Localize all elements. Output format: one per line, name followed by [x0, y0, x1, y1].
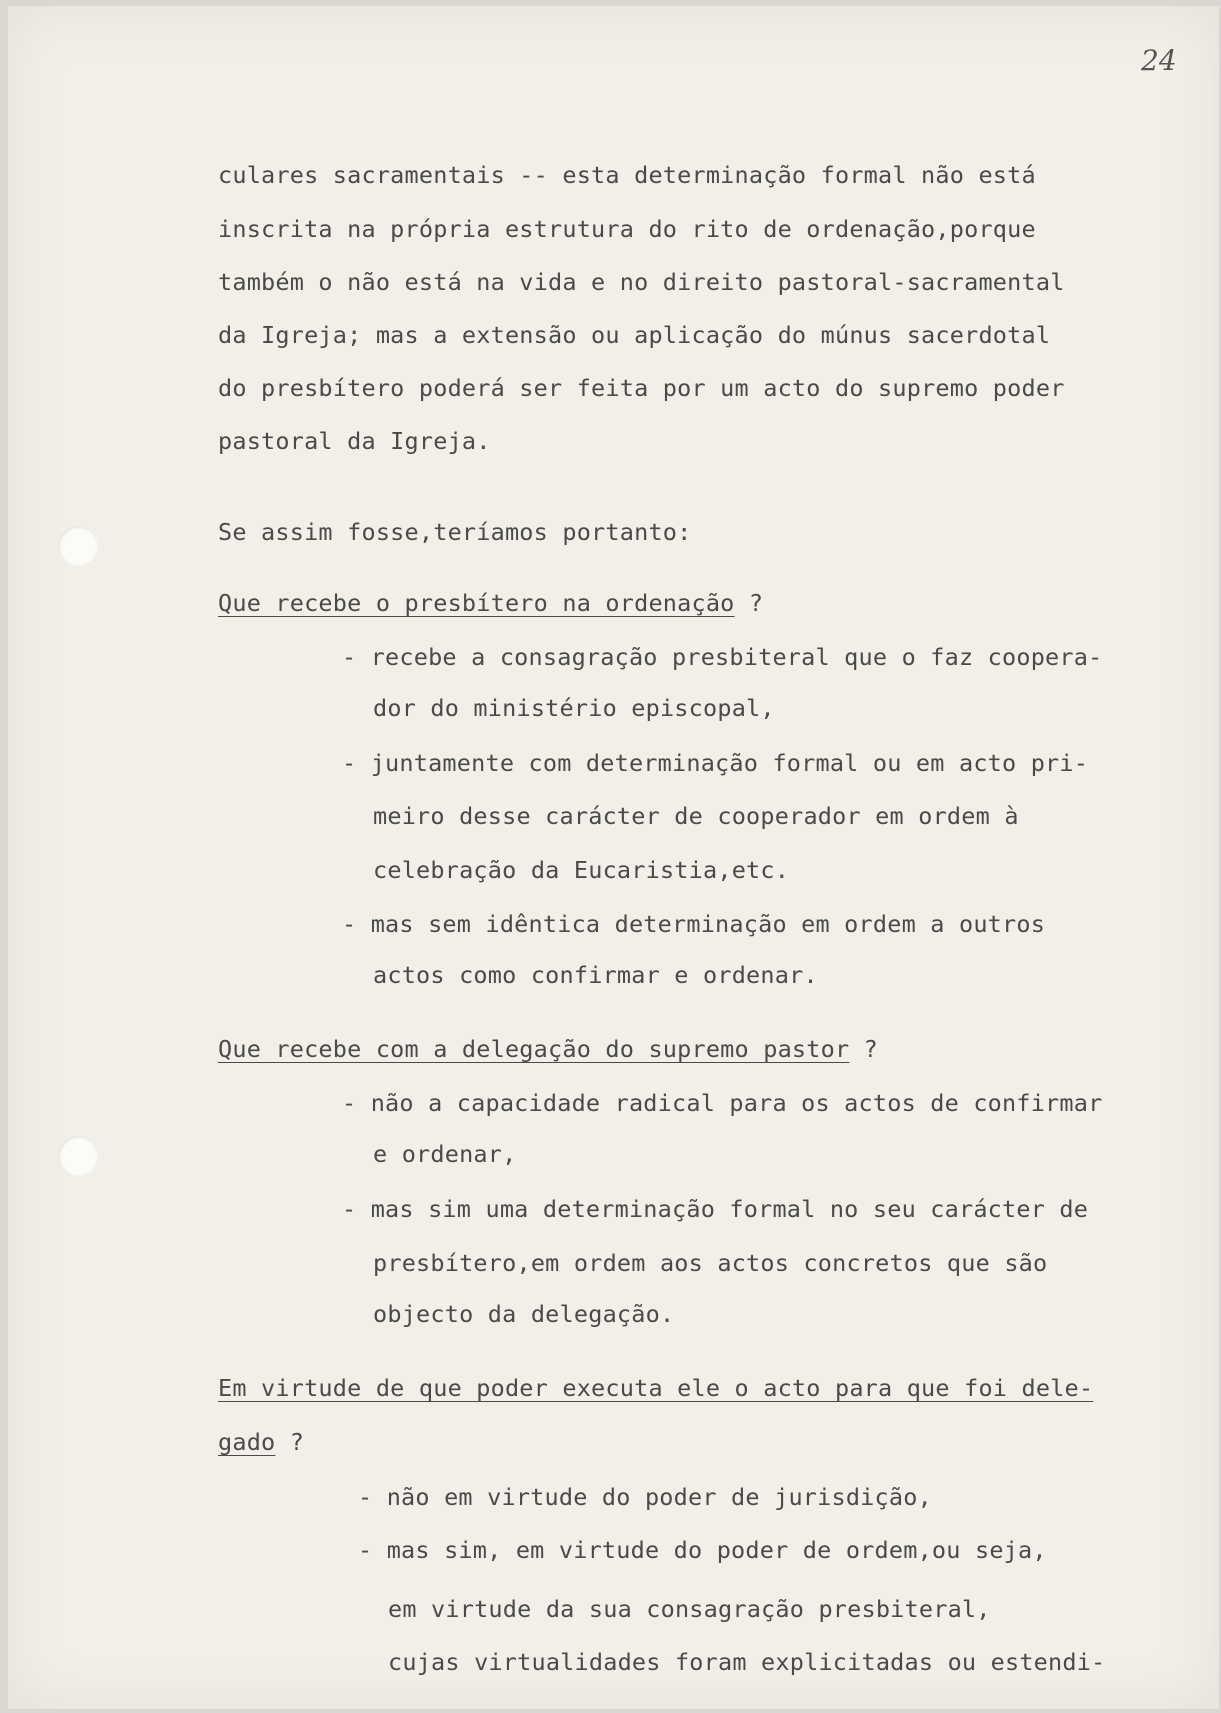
punch-hole-top	[58, 526, 98, 566]
answer-line: e ordenar,	[373, 1140, 517, 1168]
question-mark: ?	[734, 589, 764, 617]
text-line: do presbítero poderá ser feita por um acto do supremo poder	[218, 374, 1065, 402]
question-mark: ?	[275, 1428, 305, 1456]
answer-line: em virtude da sua consagração presbiteral,	[388, 1595, 991, 1623]
text-line: também o não está na vida e no direito pastoral-sacramental	[218, 268, 1065, 296]
text-line: culares sacramentais -- esta determinação formal não está	[218, 161, 1036, 189]
document-page	[8, 6, 1219, 1709]
page-number: 24	[1141, 44, 1177, 77]
question-mark: ?	[849, 1035, 879, 1063]
question-heading	[218, 1035, 878, 1063]
answer-line: - não em virtude do poder de jurisdição,	[358, 1483, 932, 1511]
answer-line: - recebe a consagração presbiteral que o faz coopera-	[342, 643, 1103, 671]
answer-line: - juntamente com determinação formal ou em acto pri-	[342, 749, 1089, 777]
answer-line: meiro desse carácter de cooperador em ordem à	[373, 802, 1019, 830]
answer-line: dor do ministério episcopal,	[373, 694, 775, 722]
answer-line: actos como confirmar e ordenar.	[373, 961, 818, 989]
answer-line: objecto da delegação.	[373, 1300, 675, 1328]
text-line: pastoral da Igreja.	[218, 427, 491, 455]
question-heading: Em virtude de que poder executa ele o acto para que foi dele-	[218, 1374, 1094, 1402]
question-heading-text: Que recebe com a delegação do supremo pastor	[218, 1035, 850, 1063]
intro-line: Se assim fosse,teríamos portanto:	[218, 518, 692, 546]
text-line: inscrita na própria estrutura do rito de ordenação,porque	[218, 215, 1036, 243]
answer-line: presbítero,em ordem aos actos concretos que são	[373, 1249, 1048, 1277]
answer-line: - não a capacidade radical para os actos de confirmar	[342, 1089, 1103, 1117]
answer-line: - mas sem idêntica determinação em ordem a outros	[342, 910, 1046, 938]
answer-line: cujas virtualidades foram explicitadas ou estendi-	[388, 1648, 1106, 1676]
answer-line: - mas sim uma determinação formal no seu carácter de	[342, 1195, 1089, 1223]
text-line: da Igreja; mas a extensão ou aplicação do múnus sacerdotal	[218, 321, 1051, 349]
question-heading-text: gado	[218, 1428, 276, 1456]
question-heading	[218, 589, 763, 617]
question-heading-cont	[218, 1428, 304, 1456]
answer-line: - mas sim, em virtude do poder de ordem,ou seja,	[358, 1536, 1047, 1564]
question-heading-text: Que recebe o presbítero na ordenação	[218, 589, 735, 617]
answer-line: celebração da Eucaristia,etc.	[373, 856, 790, 884]
punch-hole-bottom	[58, 1136, 98, 1176]
